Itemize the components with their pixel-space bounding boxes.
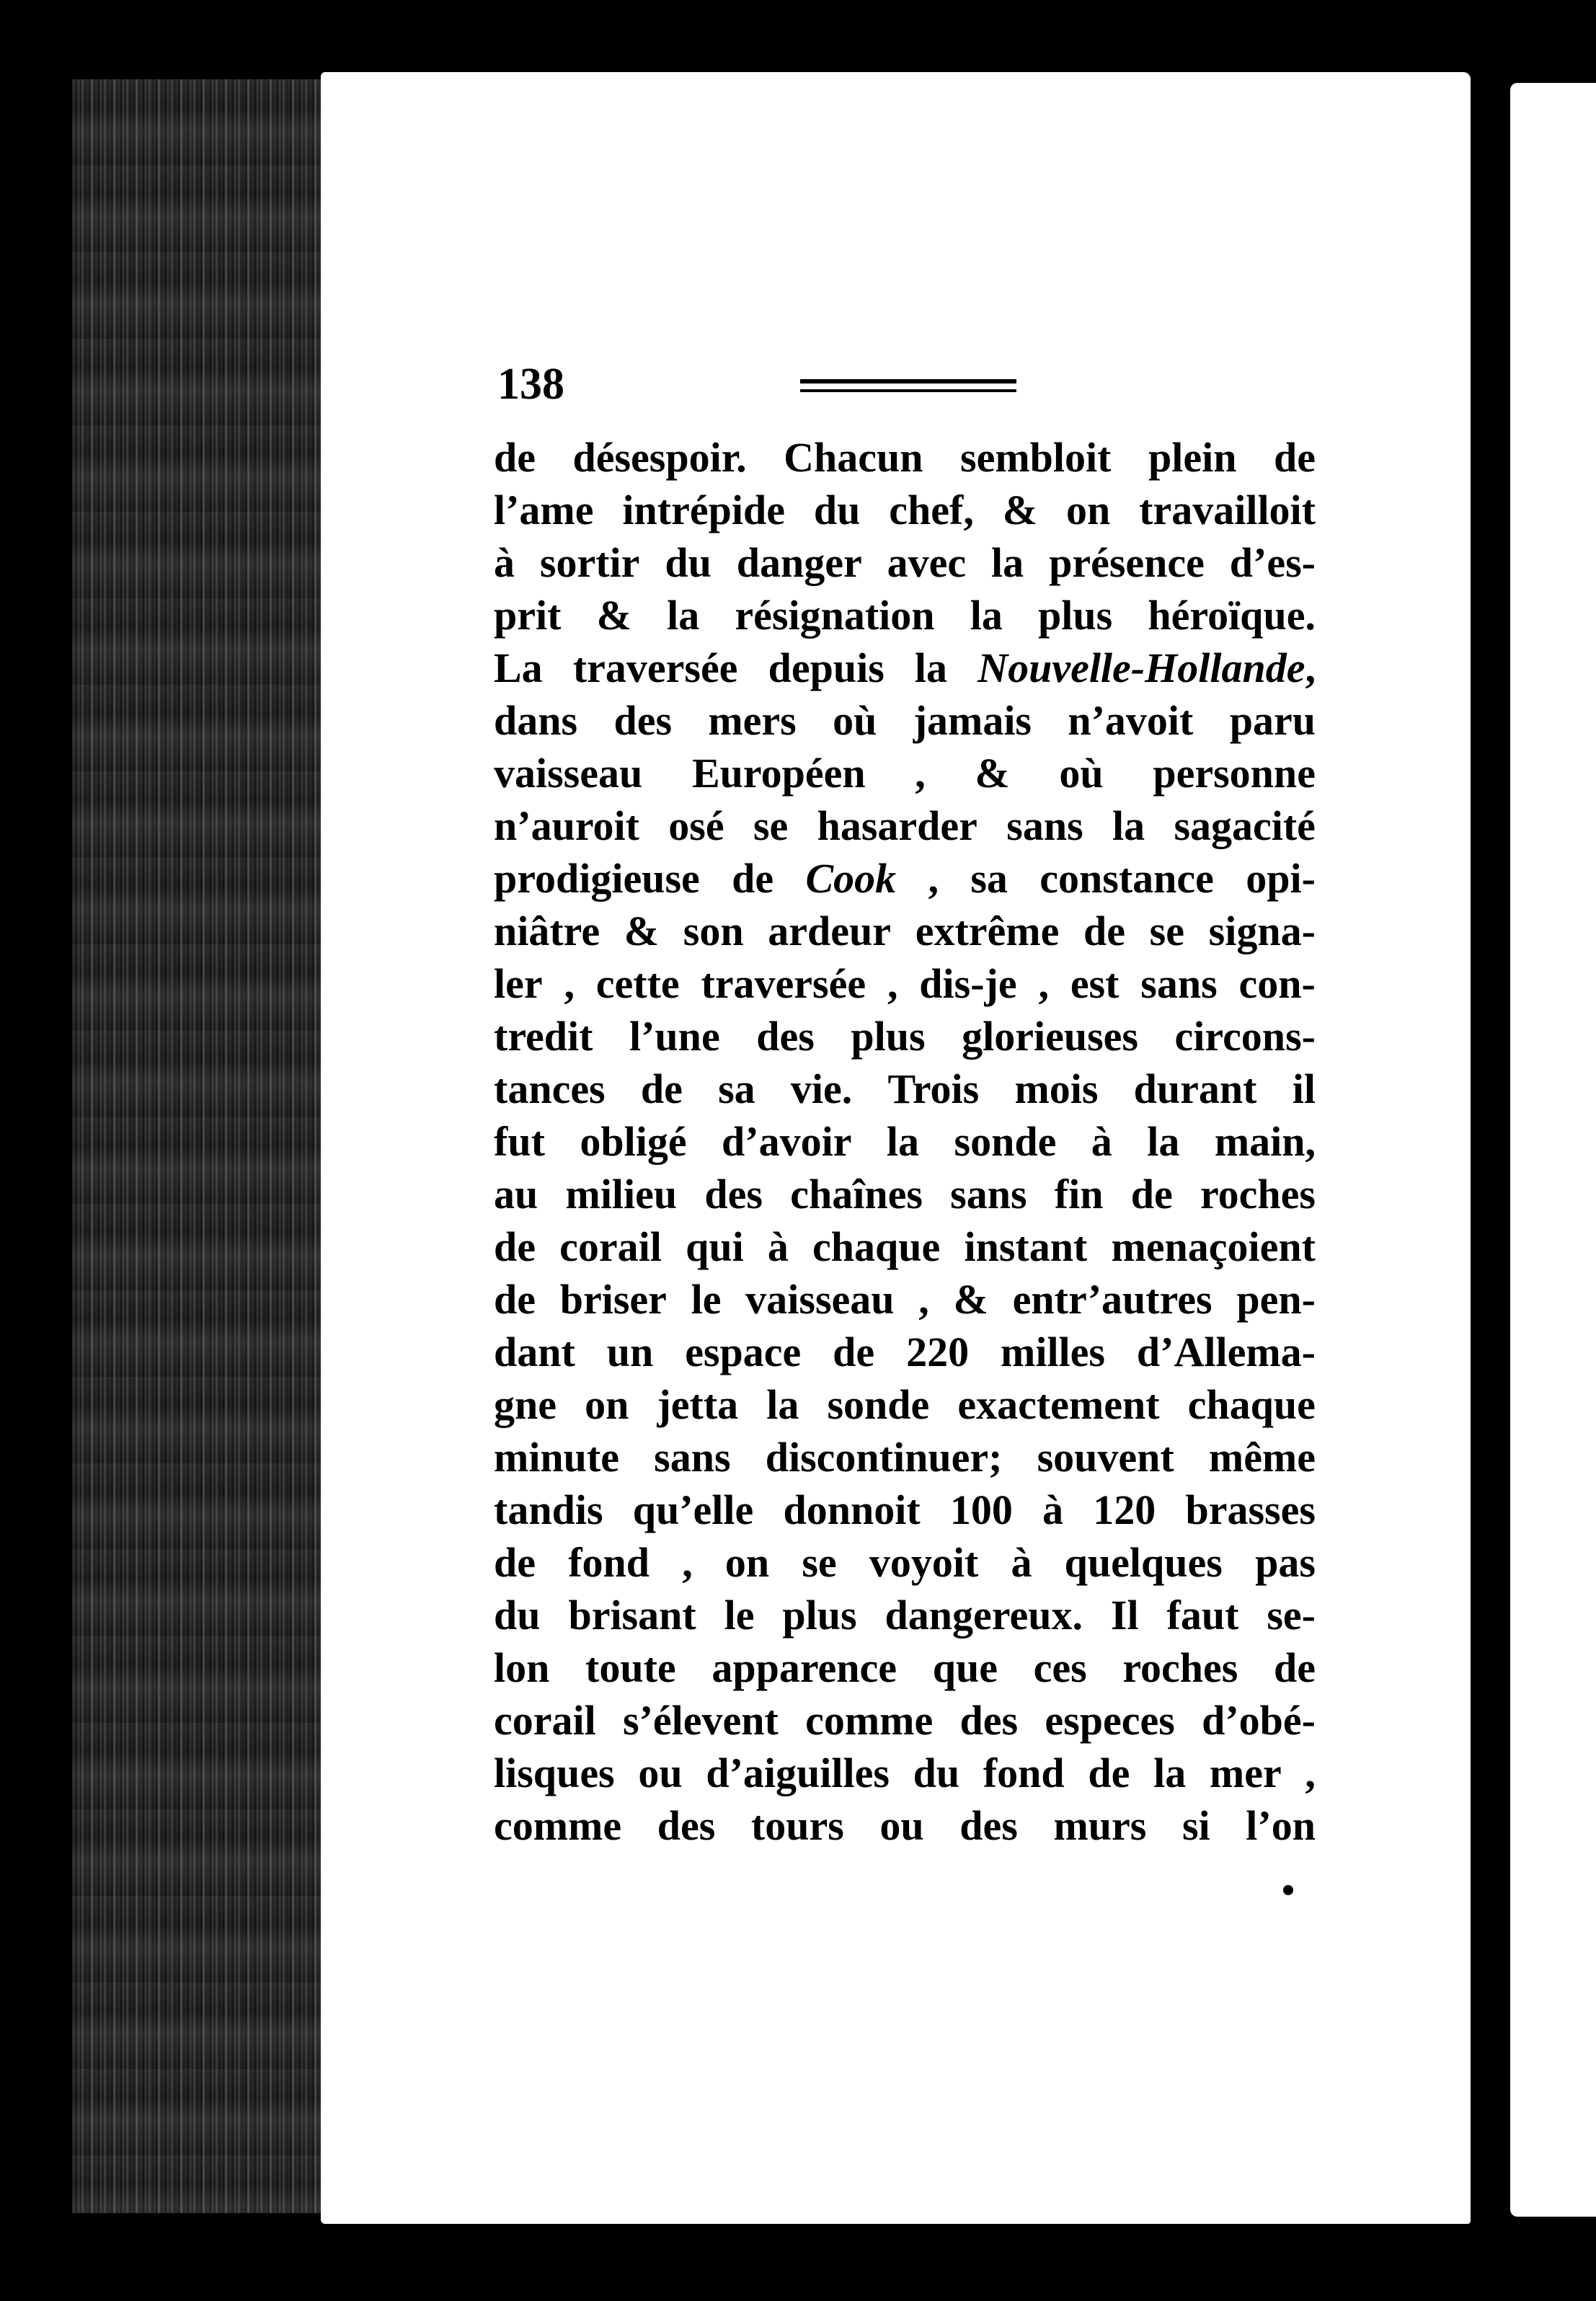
text-line: vaisseau Européen , & où personne (494, 750, 1316, 797)
text-line: comme des tours ou des murs si l’on (494, 1802, 1316, 1849)
text-line: de briser le vaisseau , & entr’autres pen- (494, 1276, 1316, 1323)
text-line: fut obligé d’avoir la sonde à la main, (494, 1118, 1316, 1165)
text-line: n’auroit osé se hasarder sans la sagacité (494, 802, 1316, 849)
text-line: niâtre & son ardeur extrême de se signa- (494, 908, 1316, 954)
page-header (497, 359, 1326, 409)
text-line: de fond , on se voyoit à quelques pas (494, 1539, 1316, 1586)
text-line: corail s’élevent comme des especes d’obé- (494, 1697, 1316, 1744)
text-line: lisques ou d’aiguilles du fond de la mer , (494, 1750, 1316, 1796)
text-line: du brisant le plus dangereux. Il faut se- (494, 1592, 1316, 1639)
facing-page-edge (1510, 83, 1596, 2217)
text-line: tandis qu’elle donnoit 100 à 120 brasses (494, 1486, 1316, 1533)
text-line: de corail qui à chaque instant menaçoient (494, 1223, 1316, 1270)
text-line: gne on jetta la sonde exactement chaque (494, 1381, 1316, 1428)
text-line: à sortir du danger avec la présence d’es- (494, 539, 1316, 586)
text-line: prit & la résignation la plus héroïque. (494, 592, 1316, 639)
page-number: 138 (497, 360, 564, 409)
text-line: prodigieuse de Cook , sa constance opi- (494, 855, 1316, 902)
ink-dot-mark (1283, 1885, 1293, 1895)
body-text (494, 431, 1316, 1852)
text-line: lon toute apparence que ces roches de (494, 1644, 1316, 1691)
text-line: ler , cette traversée , dis-je , est sans con- (494, 960, 1316, 1007)
text-line: l’ame intrépide du chef, & on travailloit (494, 487, 1316, 533)
text-line: au milieu des chaînes sans fin de roches (494, 1171, 1316, 1218)
text-line: tredit l’une des plus glorieuses circons- (494, 1013, 1316, 1060)
text-line: minute sans discontinuer; souvent même (494, 1434, 1316, 1481)
book-edge-texture (72, 79, 332, 2213)
text-line: tances de sa vie. Trois mois durant il (494, 1065, 1316, 1112)
text-line: dans des mers où jamais n’avoit paru (494, 697, 1316, 744)
text-line: dant un espace de 220 milles d’Allema- (494, 1329, 1316, 1375)
header-rule-ornament (800, 379, 1016, 392)
text-line: La traversée depuis la Nouvelle-Hollande, (494, 644, 1316, 691)
text-line: de désespoir. Chacun sembloit plein de (494, 434, 1316, 481)
